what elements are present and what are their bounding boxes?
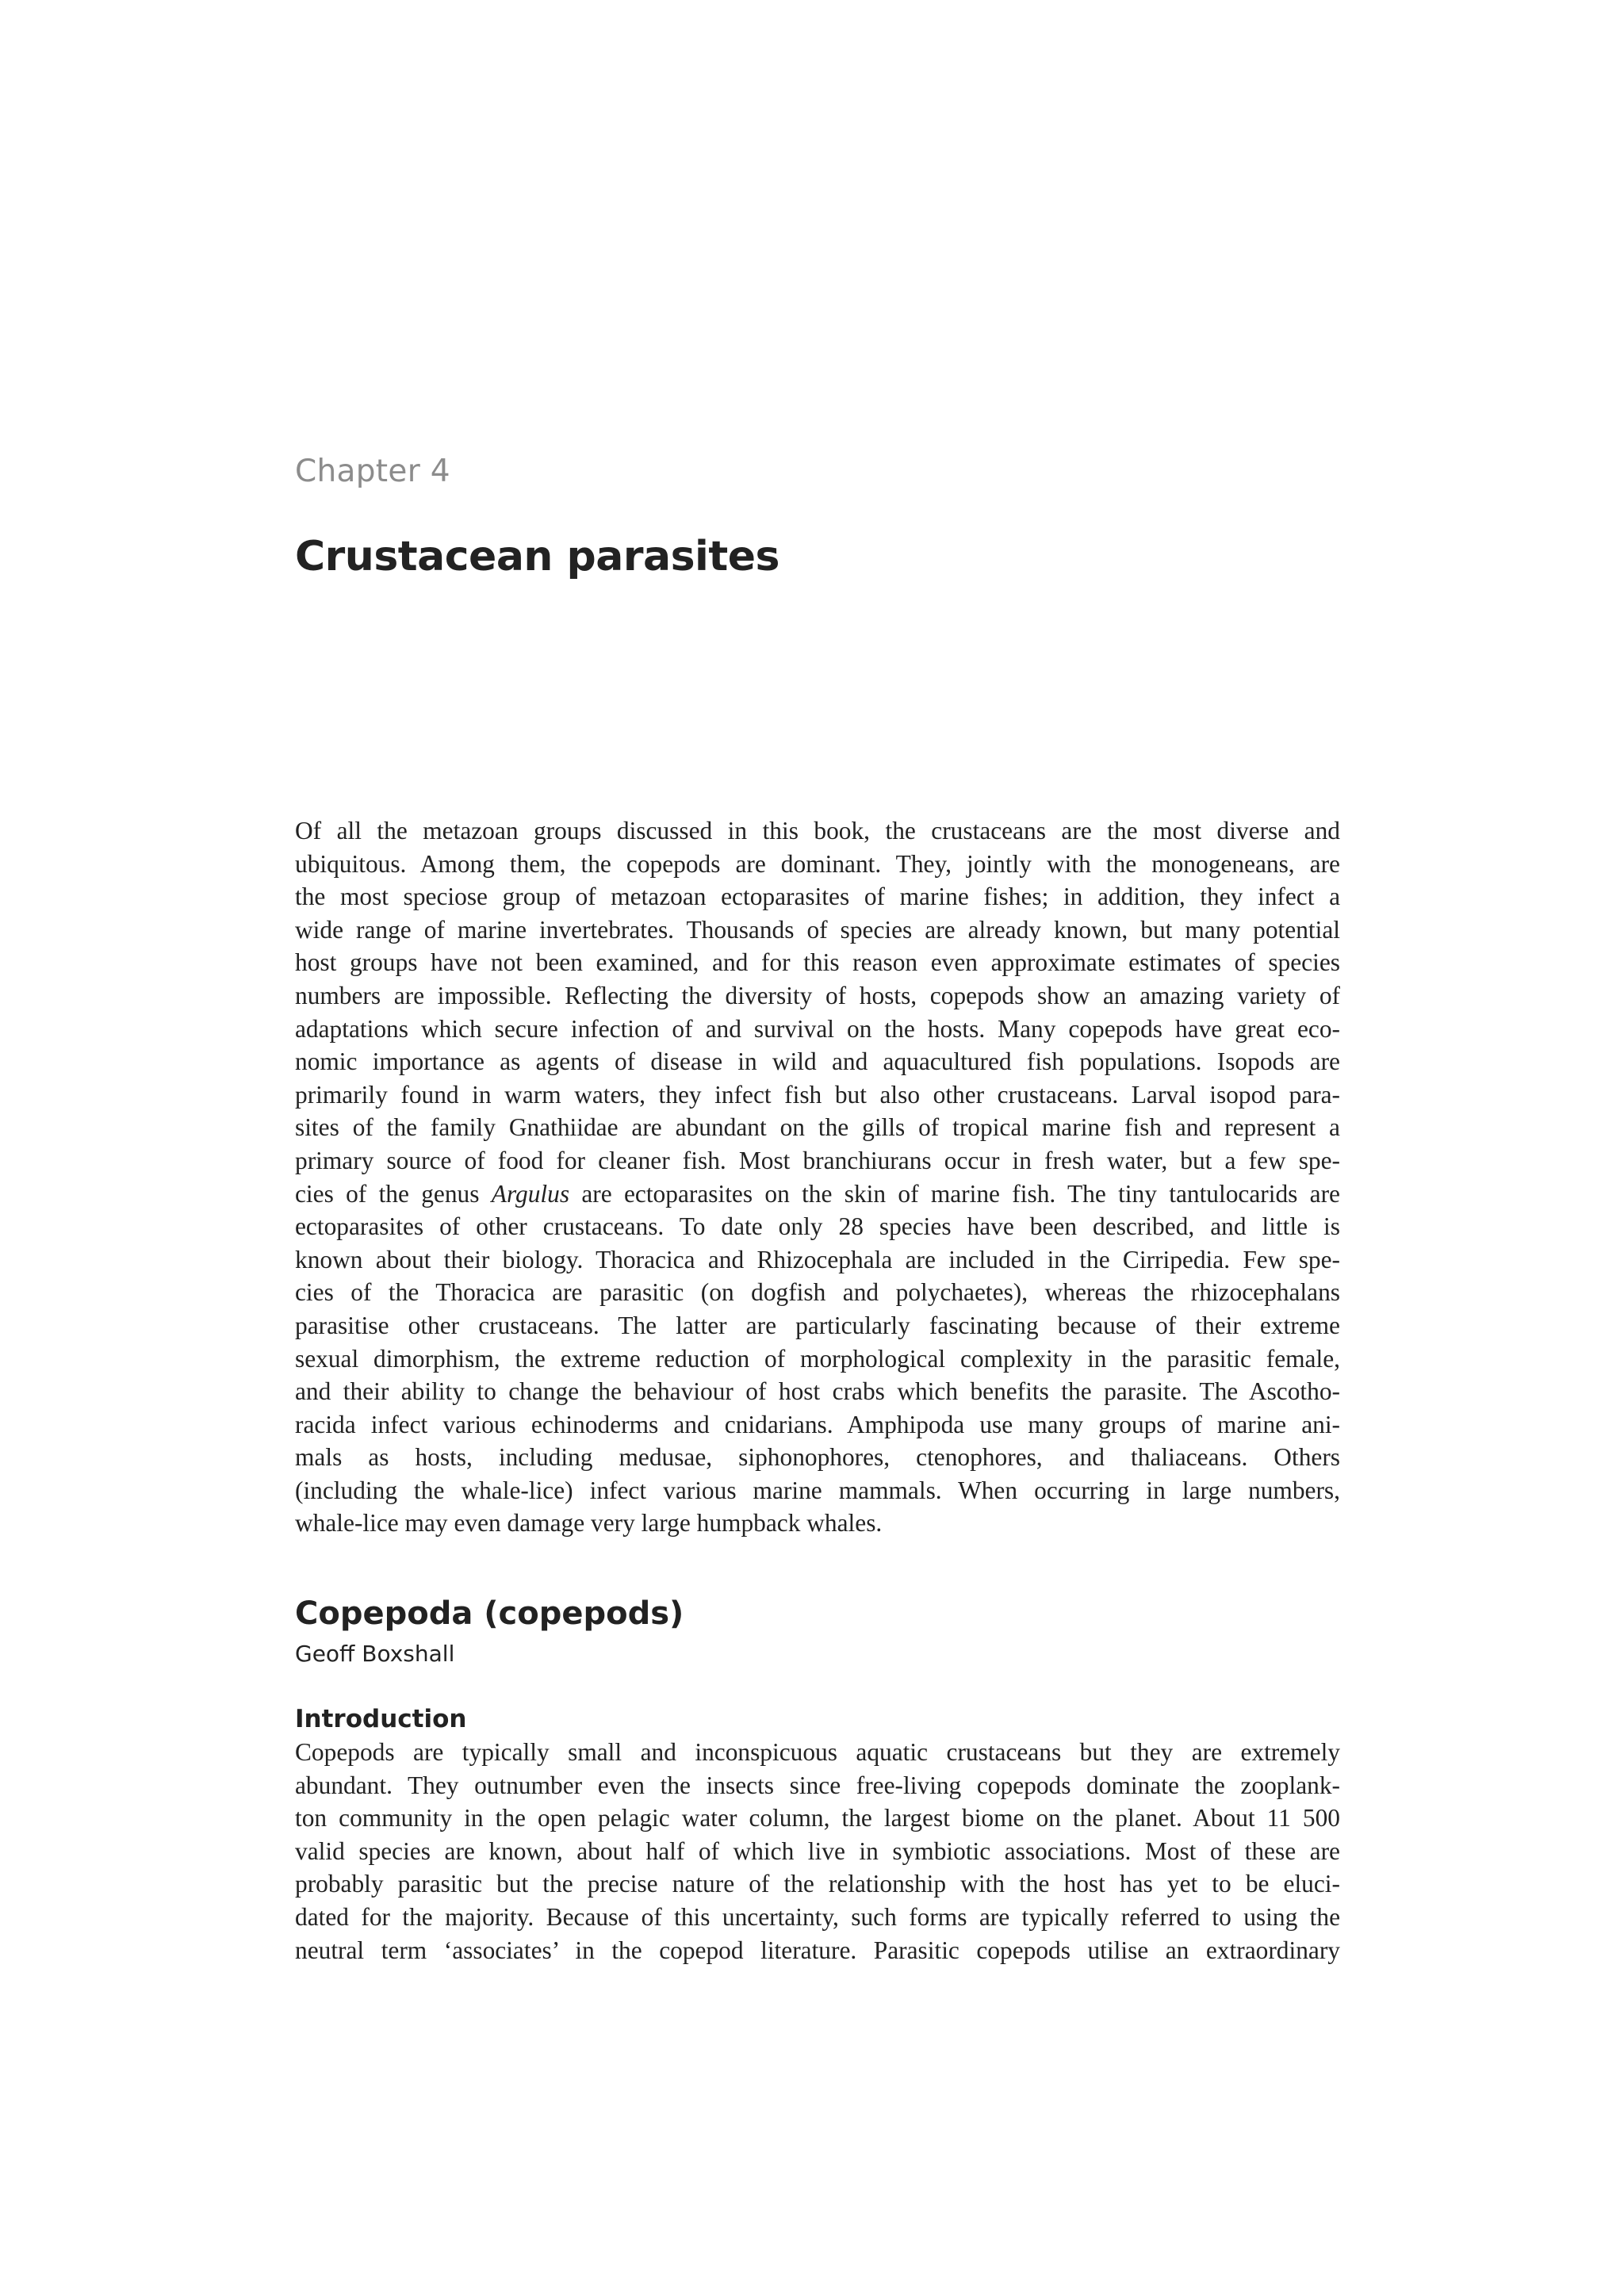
text-line: sites of the family Gnathiidae are abundant on the gills of tropical marine fish and represent a (295, 1113, 1340, 1142)
text-line: primarily found in warm waters, they infect fish but also other crustaceans. Larval isopod para- (295, 1080, 1340, 1109)
section-heading: Copepoda (copepods) (295, 1595, 684, 1632)
text-line: whale-lice may even damage very large humpback whales. (295, 1509, 883, 1538)
text-line: ton community in the open pelagic water column, the largest biome on the planet. About 11 500 (295, 1804, 1340, 1833)
text-line: sexual dimorphism, the extreme reduction of morphological complexity in the parasitic female, (295, 1344, 1340, 1373)
text-line: nomic importance as agents of disease in wild and aquacultured fish populations. Isopods are (295, 1047, 1340, 1076)
introduction-paragraph (295, 1736, 1340, 1967)
text-line: known about their biology. Thoracica and Rhizocephala are included in the Cirripedia. Few spe- (295, 1245, 1340, 1273)
text-line: numbers are impossible. Reflecting the diversity of hosts, copepods show an amazing variety of (295, 981, 1340, 1009)
text-line: adaptations which secure infection of and survival on the hosts. Many copepods have great eco- (295, 1014, 1340, 1043)
text-line: and their ability to change the behaviour of host crabs which benefits the parasite. The Ascotho- (295, 1377, 1340, 1406)
text-line: mals as hosts, including medusae, siphonophores, ctenophores, and thaliaceans. Others (295, 1443, 1340, 1472)
text-segment: cies of the genus (295, 1179, 492, 1208)
text-line: Copepods are typically small and inconspicuous aquatic crustaceans but they are extremely (295, 1738, 1340, 1766)
chapter-label: Chapter 4 (295, 454, 450, 489)
section-author: Geoff Boxshall (295, 1641, 455, 1667)
text-line: probably parasitic but the precise nature of the relationship with the host has yet to be eluci- (295, 1870, 1340, 1898)
text-line-argulus (295, 1178, 1340, 1211)
text-line: parasitise other crustaceans. The latter are particularly fascinating because of their extreme (295, 1311, 1340, 1339)
text-line: wide range of marine invertebrates. Thousands of species are already known, but many potential (295, 915, 1340, 944)
subsection-heading: Introduction (295, 1705, 467, 1733)
text-line: ubiquitous. Among them, the copepods are dominant. They, jointly with the monogeneans, are (295, 849, 1340, 878)
text-line: the most speciose group of metazoan ectoparasites of marine fishes; in addition, they infect a (295, 883, 1340, 911)
text-line: (including the whale-lice) infect various marine mammals. When occurring in large numbers, (295, 1476, 1340, 1504)
text-line: ectoparasites of other crustaceans. To date only 28 species have been described, and little is (295, 1212, 1340, 1241)
intro-paragraph (295, 814, 1340, 1540)
text-line: host groups have not been examined, and for this reason even approximate estimates of species (295, 948, 1340, 977)
chapter-title: Crustacean parasites (295, 533, 779, 580)
text-line: primary source of food for cleaner fish. Most branchiurans occur in fresh water, but a few spe- (295, 1146, 1340, 1174)
genus-name-italic: Argulus (491, 1179, 570, 1208)
text-line: neutral term ‘associates’ in the copepod literature. Parasitic copepods utilise an extraordinary (295, 1936, 1340, 1964)
text-line: abundant. They outnumber even the insects since free-living copepods dominate the zooplank- (295, 1771, 1340, 1799)
text-line: dated for the majority. Because of this uncertainty, such forms are typically referred to using the (295, 1902, 1340, 1931)
text-line: racida infect various echinoderms and cnidarians. Amphipoda use many groups of marine ani- (295, 1410, 1340, 1438)
text-segment: are ectoparasites on the skin of marine fish. The tiny tantulocarids are (569, 1179, 1340, 1208)
text-line: cies of the Thoracica are parasitic (on dogfish and polychaetes), whereas the rhizocephalans (295, 1278, 1340, 1307)
text-line: valid species are known, about half of which live in symbiotic associations. Most of these are (295, 1836, 1340, 1865)
text-line: Of all the metazoan groups discussed in this book, the crustaceans are the most diverse and (295, 817, 1340, 844)
